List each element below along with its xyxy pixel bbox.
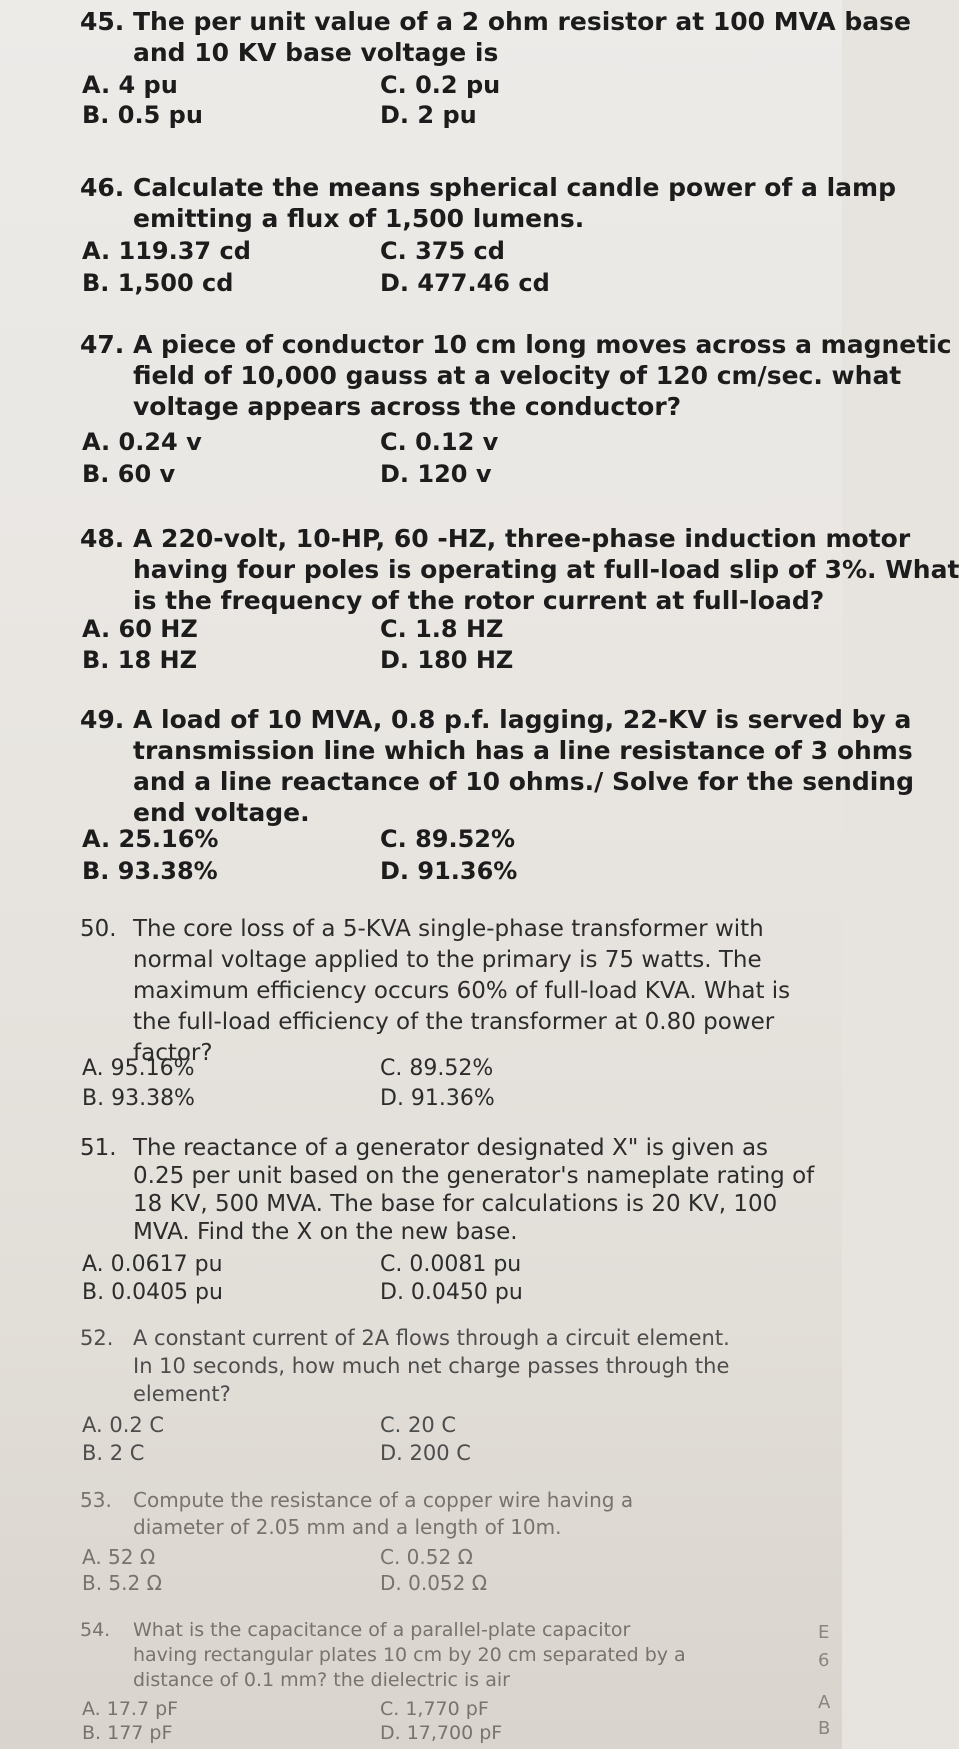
option-a[interactable]: A. 52 Ω	[82, 1545, 156, 1569]
question-line-1: 54. What is the capacitance of a parallel-plate capacitor	[80, 1619, 631, 1641]
option-c[interactable]: C. 375 cd	[380, 237, 505, 265]
question-number: 52.	[80, 1326, 114, 1350]
question-number: 50.	[80, 916, 117, 942]
question-line-3: is the frequency of the rotor current at full-load?	[133, 586, 825, 615]
option-d[interactable]: D. 200 C	[380, 1441, 471, 1465]
question-line-5: factor?	[133, 1040, 213, 1066]
option-d[interactable]: D. 91.36%	[380, 1086, 495, 1111]
question-number: 47.	[80, 330, 125, 359]
question-line-1: 48. A 220-volt, 10-HP, 60 -HZ, three-phase induction motor	[80, 524, 911, 553]
option-a[interactable]: A. 0.0617 pu	[82, 1252, 223, 1277]
question-line-3: element?	[133, 1382, 231, 1406]
question-line-2: 0.25 per unit based on the generator's nameplate rating of	[133, 1163, 815, 1189]
option-d[interactable]: D. 0.0450 pu	[380, 1280, 523, 1305]
question-line-1: 50. The core loss of a 5-KVA single-phase transformer with	[80, 914, 780, 945]
option-a[interactable]: A. 0.24 v	[82, 428, 202, 456]
question-number: 54.	[80, 1619, 111, 1641]
option-a[interactable]: A. 95.16%	[82, 1056, 195, 1081]
question-line-1: 46. Calculate the means spherical candle power of a lamp	[80, 173, 896, 202]
option-c[interactable]: C. 1.8 HZ	[380, 615, 504, 643]
question-text	[80, 1324, 780, 1408]
question-line-3: voltage appears across the conductor?	[133, 392, 682, 421]
question-number: 45.	[80, 7, 125, 36]
option-a[interactable]: A. 119.37 cd	[82, 237, 251, 265]
option-d[interactable]: D. 180 HZ	[380, 646, 514, 674]
option-d[interactable]: D. 120 v	[380, 460, 492, 488]
option-d[interactable]: D. 91.36%	[380, 857, 518, 885]
question-text	[80, 914, 791, 1069]
edge-mark: E	[818, 1622, 830, 1643]
option-d[interactable]: D. 2 pu	[380, 101, 477, 129]
question-line-3: and a line reactance of 10 ohms./ Solve for the sending	[133, 767, 914, 796]
option-c[interactable]: C. 0.0081 pu	[380, 1252, 522, 1277]
question-text	[80, 1618, 780, 1693]
option-b[interactable]: B. 0.0405 pu	[82, 1280, 223, 1305]
option-c[interactable]: C. 89.52%	[380, 825, 516, 853]
question-line-1: 45. The per unit value of a 2 ohm resistor at 100 MVA base	[80, 7, 911, 36]
option-c[interactable]: C. 0.52 Ω	[380, 1545, 473, 1569]
option-b[interactable]: B. 93.38%	[82, 857, 218, 885]
question-text	[80, 6, 911, 68]
question-text	[80, 329, 952, 422]
option-a[interactable]: A. 25.16%	[82, 825, 219, 853]
question-text	[80, 523, 959, 616]
option-d[interactable]: D. 0.052 Ω	[380, 1571, 488, 1595]
question-line-3: 18 KV, 500 MVA. The base for calculations is 20 KV, 100	[133, 1191, 778, 1217]
question-line-3: distance of 0.1 mm? the dielectric is air	[133, 1669, 510, 1691]
question-line-2: field of 10,000 gauss at a velocity of 120 cm/sec. what	[133, 361, 902, 390]
question-number: 46.	[80, 173, 125, 202]
option-b[interactable]: B. 0.5 pu	[82, 101, 203, 129]
option-a[interactable]: A. 4 pu	[82, 71, 178, 99]
question-line-1: 51. The reactance of a generator designated X" is given as	[80, 1135, 769, 1161]
option-c[interactable]: C. 20 C	[380, 1413, 457, 1437]
question-line-4: end voltage.	[133, 798, 310, 827]
question-line-2: diameter of 2.05 mm and a length of 10m.	[133, 1515, 562, 1539]
option-c[interactable]: C. 1,770 pF	[380, 1698, 489, 1720]
question-text	[80, 1487, 780, 1541]
option-d[interactable]: D. 477.46 cd	[380, 269, 550, 297]
option-a[interactable]: A. 60 HZ	[82, 615, 198, 643]
option-b[interactable]: B. 93.38%	[82, 1086, 195, 1111]
option-b[interactable]: B. 1,500 cd	[82, 269, 234, 297]
edge-mark: A	[818, 1692, 831, 1713]
question-number: 48.	[80, 524, 125, 553]
option-c[interactable]: C. 0.12 v	[380, 428, 499, 456]
option-b[interactable]: B. 5.2 Ω	[82, 1571, 162, 1595]
option-b[interactable]: B. 18 HZ	[82, 646, 198, 674]
question-line-1: 49. A load of 10 MVA, 0.8 p.f. lagging, 22-KV is served by a	[80, 705, 912, 734]
question-line-2: and 10 KV base voltage is	[133, 38, 499, 67]
edge-mark: 6	[818, 1650, 830, 1671]
question-text	[80, 172, 896, 234]
option-b[interactable]: B. 60 v	[82, 460, 176, 488]
question-line-2: having four poles is operating at full-load slip of 3%. What	[133, 555, 959, 584]
option-a[interactable]: A. 0.2 C	[82, 1413, 165, 1437]
question-line-1: 53. Compute the resistance of a copper wire having a	[80, 1488, 634, 1512]
question-line-4: MVA. Find the X on the new base.	[133, 1219, 518, 1245]
question-number: 51.	[80, 1135, 117, 1161]
option-a[interactable]: A. 17.7 pF	[82, 1698, 179, 1720]
question-line-3: maximum efficiency occurs 60% of full-load KVA. What is	[133, 978, 791, 1004]
question-line-1: 47. A piece of conductor 10 cm long moves across a magnetic	[80, 330, 952, 359]
option-d[interactable]: D. 17,700 pF	[380, 1722, 503, 1744]
question-line-4: the full-load efficiency of the transformer at 0.80 power	[133, 1009, 775, 1035]
question-line-2: normal voltage applied to the primary is 75 watts. The	[133, 947, 762, 973]
question-line-2: In 10 seconds, how much net charge passes through the	[133, 1354, 730, 1378]
question-line-2: emitting a flux of 1,500 lumens.	[133, 204, 585, 233]
question-text	[80, 704, 914, 828]
option-b[interactable]: B. 2 C	[82, 1441, 145, 1465]
question-text	[80, 1134, 815, 1246]
option-c[interactable]: C. 0.2 pu	[380, 71, 501, 99]
question-number: 49.	[80, 705, 125, 734]
edge-mark: B	[818, 1718, 831, 1739]
question-number: 53.	[80, 1488, 112, 1512]
question-line-1: 52. A constant current of 2A flows through a circuit element.	[80, 1326, 730, 1350]
option-c[interactable]: C. 89.52%	[380, 1056, 494, 1081]
option-b[interactable]: B. 177 pF	[82, 1722, 173, 1744]
question-line-2: having rectangular plates 10 cm by 20 cm separated by a	[133, 1644, 686, 1666]
question-line-2: transmission line which has a line resistance of 3 ohms	[133, 736, 913, 765]
